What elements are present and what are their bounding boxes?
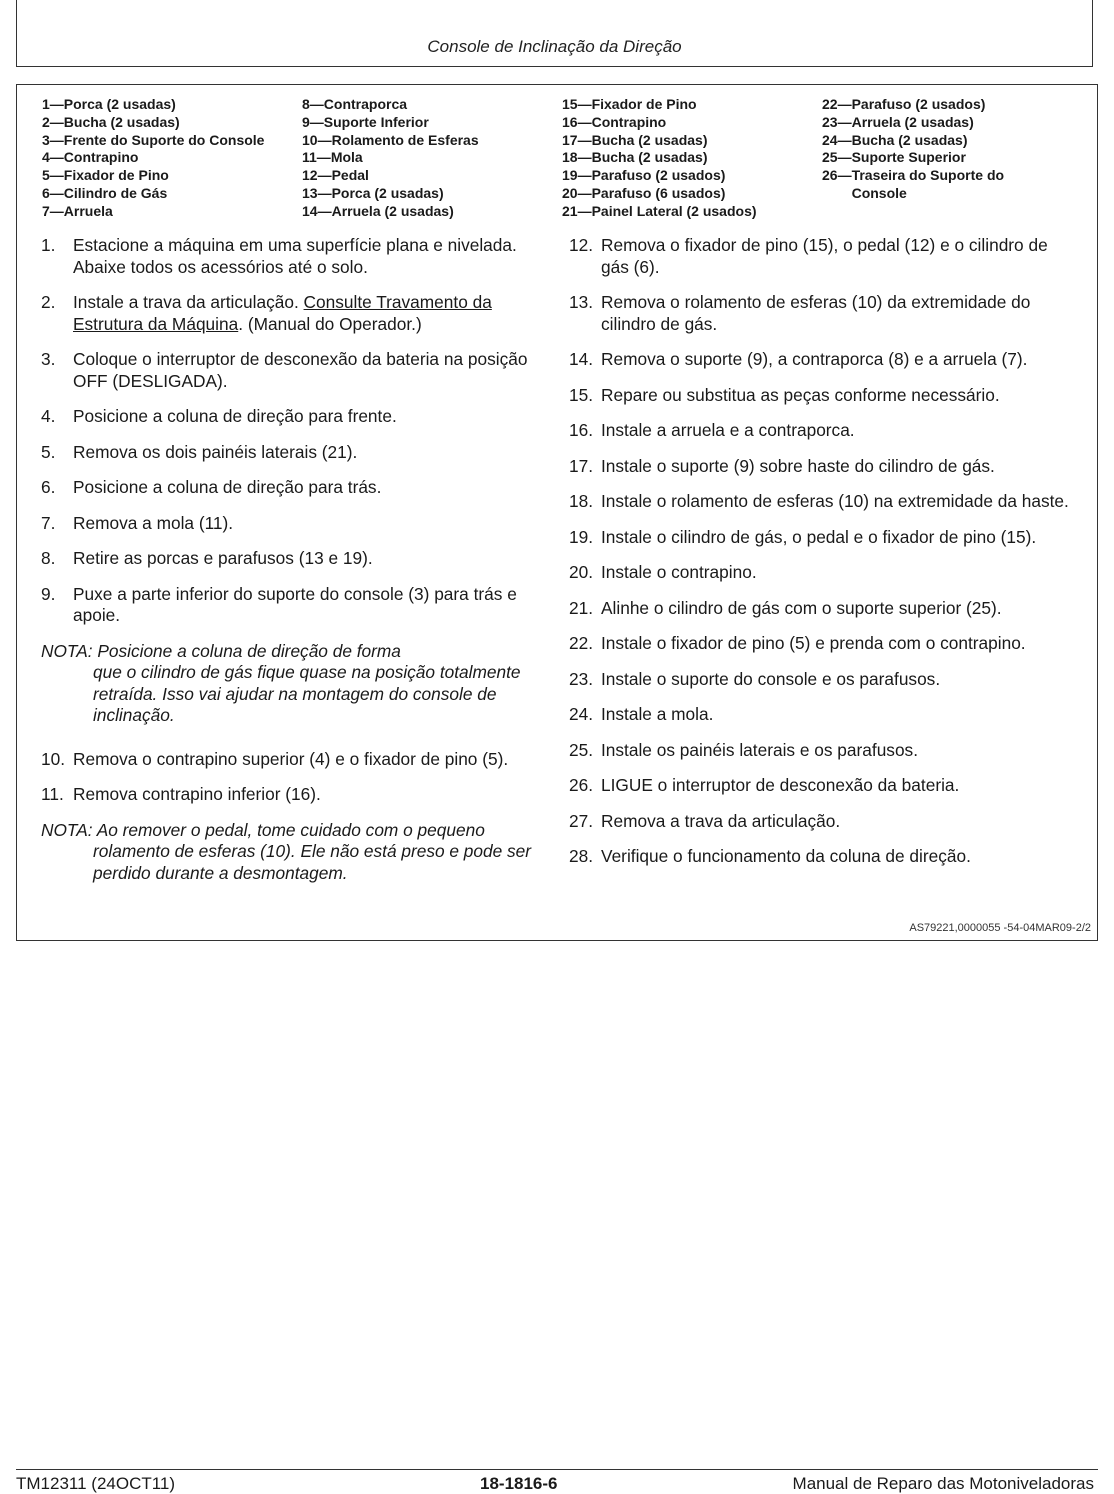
legend-item-label: Fixador de Pino xyxy=(591,96,697,112)
legend-item xyxy=(302,149,557,167)
legend-item xyxy=(42,132,297,150)
legend-item-number: 24— xyxy=(822,131,852,148)
list-item: 2. Instale a trava da articulação. Consulte Travamento da Estrutura da Máquina. (Manual do Operador.) xyxy=(41,292,492,334)
legend-item xyxy=(42,203,297,221)
note-label: NOTA: xyxy=(41,819,93,840)
list-item: 26. LIGUE o interruptor de desconexão da bateria. xyxy=(569,775,960,795)
legend-item-number: 11— xyxy=(302,149,331,166)
legend-item xyxy=(302,132,557,150)
legend-item xyxy=(822,114,1042,132)
list-item: 23. Instale o suporte do console e os parafusos. xyxy=(569,668,941,689)
list-item: 27. Remova a trava da articulação. xyxy=(569,810,841,831)
legend-item-label: Frente do Suporte do Console xyxy=(63,131,265,148)
legend-item-label: Bucha (2 usadas) xyxy=(63,113,180,130)
legend-item-number: 17— xyxy=(562,131,592,148)
footer-manual-title: Manual de Reparo das Motoniveladoras xyxy=(792,1474,1094,1493)
list-item: 20. Instale o contrapino. xyxy=(569,562,757,582)
legend-column xyxy=(302,96,557,221)
legend-item-label: Contrapino xyxy=(63,149,139,166)
legend-item-label: Cilindro de Gás xyxy=(63,184,168,201)
legend-item xyxy=(42,149,297,167)
legend-item-label: Bucha (2 usadas) xyxy=(591,149,708,166)
list-item: 21. Alinhe o cilindro de gás com o suporte superior (25). xyxy=(569,597,1002,618)
legend-item-number: 7— xyxy=(42,202,64,219)
legend-item xyxy=(822,167,1042,203)
legend-item-label: Parafuso (2 usados) xyxy=(591,167,726,184)
content-box xyxy=(16,84,1098,941)
legend-item-label: Bucha (2 usadas) xyxy=(851,131,968,148)
legend-item-number: 2— xyxy=(42,113,64,130)
list-item: 10. Remova o contrapino superior (4) e o fixador de pino (5). xyxy=(41,748,509,769)
legend-item-label: Painel Lateral (2 usados) xyxy=(591,202,757,219)
legend-item xyxy=(562,96,817,114)
legend-item-number: 10— xyxy=(302,131,332,148)
steps-left xyxy=(41,235,551,898)
legend-item xyxy=(42,185,297,203)
legend-item-number: 16— xyxy=(562,113,592,130)
legend-item-label: Arruela (2 usadas) xyxy=(331,202,454,219)
list-item: 3. Coloque o interruptor de desconexão da bateria na posição OFF (DESLIGADA). xyxy=(41,349,528,391)
legend-item-number: 13— xyxy=(302,184,332,201)
legend-item xyxy=(822,132,1042,150)
list-item: 28. Verifique o funcionamento da coluna de direção. xyxy=(569,846,971,866)
list-item: 15. Repare ou substitua as peças conforme necessário. xyxy=(569,384,1000,405)
legend-item xyxy=(562,149,817,167)
legend-item-label: Pedal xyxy=(331,167,369,184)
legend-item-label: Parafuso (2 usados) xyxy=(851,96,986,112)
legend-item-number: 1— xyxy=(42,96,64,112)
list-item: 13. Remova o rolamento de esferas (10) da extremidade do cilindro de gás. xyxy=(569,292,1031,334)
list-item: 14. Remova o suporte (9), a contraporca (8) e a arruela (7). xyxy=(569,349,1028,369)
legend-column xyxy=(562,96,817,221)
legend-item xyxy=(562,167,817,185)
legend-item-number: 22— xyxy=(822,96,852,112)
legend-item-label: Porca (2 usadas) xyxy=(63,96,176,112)
legend-item-number: 20— xyxy=(562,184,592,201)
legend-item-number: 19— xyxy=(562,167,592,184)
legend-item-number: 21— xyxy=(562,202,592,219)
legend-item xyxy=(562,185,817,203)
legend-item-number: 6— xyxy=(42,184,64,201)
footer-manual-code: TM12311 (24OCT11) xyxy=(16,1474,176,1493)
legend-item xyxy=(42,96,297,114)
list-item: 9. Puxe a parte inferior do suporte do console (3) para trás e apoie. xyxy=(41,583,517,625)
legend-item-number: 23— xyxy=(822,113,852,130)
legend-item-label: Contrapino xyxy=(591,113,667,130)
list-item: 4. Posicione a coluna de direção para frente. xyxy=(41,406,397,426)
legend-item-label: Suporte Superior xyxy=(851,149,966,166)
legend-item-number: 18— xyxy=(562,149,592,166)
legend-item-label: Rolamento de Esferas xyxy=(331,131,479,148)
legend-item xyxy=(822,149,1042,167)
legend-item-label: Bucha (2 usadas) xyxy=(591,131,708,148)
legend-item-number: 8— xyxy=(302,96,324,112)
legend-item-number: 25— xyxy=(822,149,852,166)
note-block: NOTA: Posicione a coluna de direção de forma que o cilindro de gás fique quase na posição totalmente retraída. Isso vai ajudar na montagem do console de inclinação. xyxy=(41,640,521,725)
legend-item xyxy=(562,132,817,150)
steps-right xyxy=(569,235,1079,882)
legend-item-number: 9— xyxy=(302,113,324,130)
list-item: 16. Instale a arruela e a contraporca. xyxy=(569,420,855,440)
note-block: NOTA: Ao remover o pedal, tome cuidado com o pequeno rolamento de esferas (10). Ele não está preso e pode ser perdido durante a desmontagem. xyxy=(41,819,532,883)
list-item: 18. Instale o rolamento de esferas (10) na extremidade da haste. xyxy=(569,491,1069,511)
legend-item-label: Mola xyxy=(330,149,363,166)
legend-item xyxy=(302,167,557,185)
legend-item xyxy=(302,114,557,132)
legend-column xyxy=(822,96,1042,203)
document-reference: AS79221,0000055 -54-04MAR09-2/2 xyxy=(909,922,1091,934)
legend-item-label: Contraporca xyxy=(323,96,408,112)
list-item: 24. Instale a mola. xyxy=(569,704,714,724)
legend-item-label: Porca (2 usadas) xyxy=(331,184,444,201)
legend-item-number: 14— xyxy=(302,202,332,219)
legend-item-number: 3— xyxy=(42,131,64,148)
list-item: 25. Instale os painéis laterais e os parafusos. xyxy=(569,739,919,760)
header-box xyxy=(16,0,1093,67)
legend-item xyxy=(302,203,557,221)
cross-reference-link[interactable]: Consulte Travamento da Estrutura da Máquina xyxy=(73,292,492,334)
list-item: 1. Estacione a máquina em uma superfície plana e nivelada. Abaixe todos os acessórios até o solo. xyxy=(41,235,517,277)
legend-item xyxy=(562,203,817,221)
legend-item-label: Fixador de Pino xyxy=(63,167,169,184)
footer-page-number: 18-1816-6 xyxy=(480,1474,558,1493)
legend-item-number: 12— xyxy=(302,167,332,184)
legend-item xyxy=(42,167,297,185)
legend-item-label: Arruela (2 usadas) xyxy=(851,113,974,130)
list-item: 8. Retire as porcas e parafusos (13 e 19). xyxy=(41,548,373,568)
legend-item-number: 15— xyxy=(562,96,592,112)
legend-item-label: Suporte Inferior xyxy=(323,113,429,130)
legend-item xyxy=(302,96,557,114)
list-item: 22. Instale o fixador de pino (5) e prenda com o contrapino. xyxy=(569,633,1026,653)
legend-column xyxy=(42,96,297,221)
legend-item-label: Traseira do Suporte do Console xyxy=(851,167,1005,201)
legend-item-label: Arruela xyxy=(63,202,113,219)
footer-divider xyxy=(16,1469,1098,1470)
list-item: 7. Remova a mola (11). xyxy=(41,512,234,533)
legend-item-number: 26— xyxy=(822,167,852,184)
legend-item xyxy=(562,114,817,132)
legend-item xyxy=(822,96,1042,114)
note-label: NOTA: xyxy=(41,640,93,661)
legend-item-label: Parafuso (6 usados) xyxy=(591,184,726,201)
legend-item-number: 5— xyxy=(42,167,64,184)
legend-item xyxy=(302,185,557,203)
list-item: 5. Remova os dois painéis laterais (21). xyxy=(41,441,358,462)
list-item: 17. Instale o suporte (9) sobre haste do cilindro de gás. xyxy=(569,455,995,476)
list-item: 19. Instale o cilindro de gás, o pedal e o fixador de pino (15). xyxy=(569,526,1037,547)
list-item: 6. Posicione a coluna de direção para trás. xyxy=(41,477,382,497)
list-item: 12. Remova o fixador de pino (15), o pedal (12) e o cilindro de gás (6). xyxy=(569,235,1048,277)
legend-item-number: 4— xyxy=(42,149,64,166)
page-title: Console de Inclinação da Direção xyxy=(427,37,682,56)
parts-legend xyxy=(17,96,1097,226)
legend-item xyxy=(42,114,297,132)
list-item: 11. Remova contrapino inferior (16). xyxy=(41,784,321,804)
